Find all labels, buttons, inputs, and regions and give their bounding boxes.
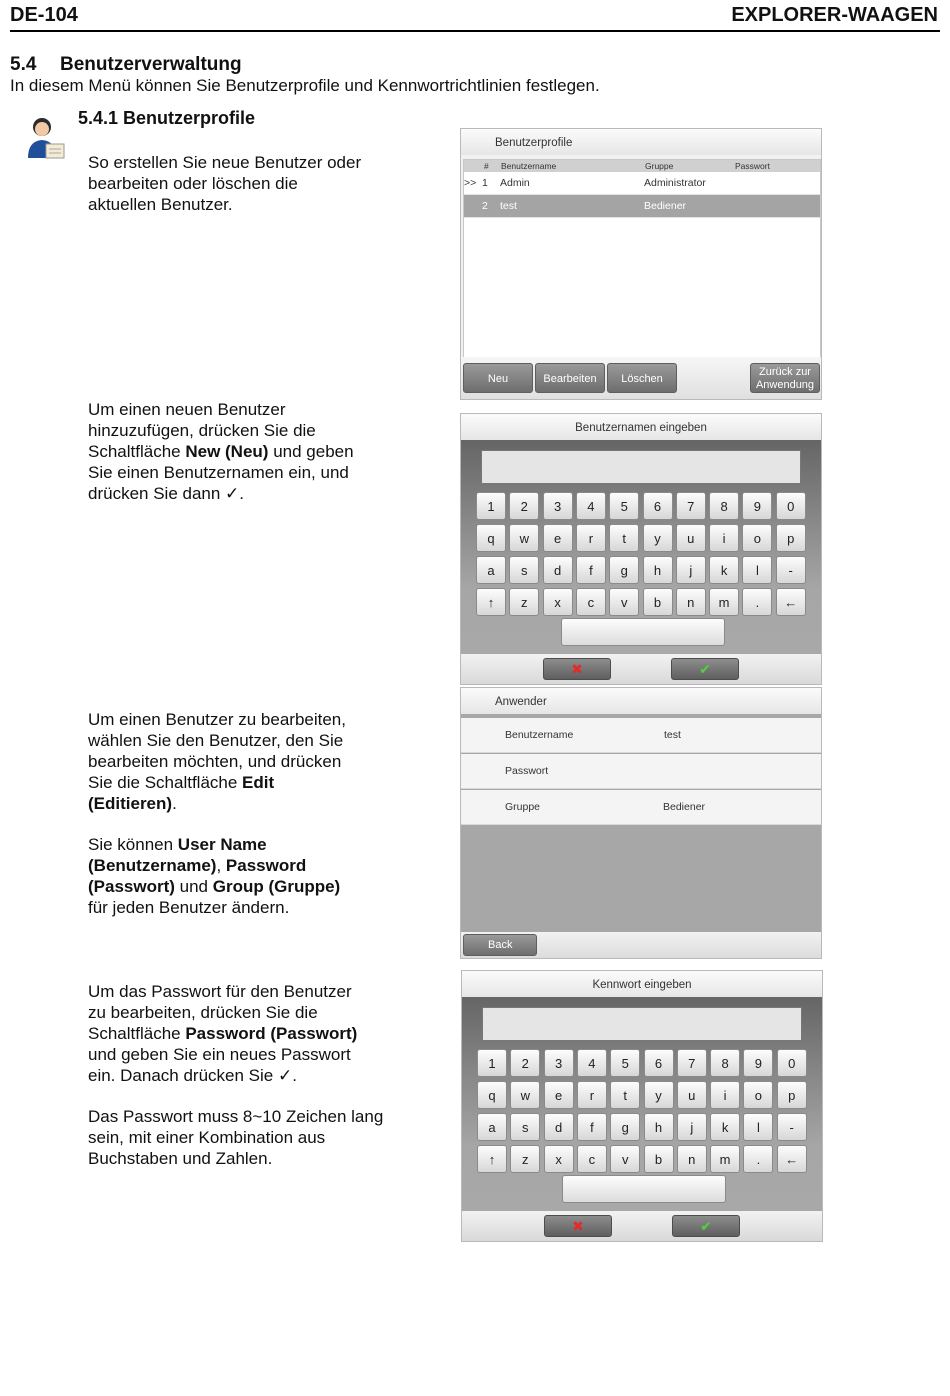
- key[interactable]: s: [509, 556, 539, 584]
- text-line: [88, 793, 346, 814]
- table-header: [464, 160, 820, 172]
- key[interactable]: i: [709, 524, 739, 552]
- key[interactable]: a: [477, 1113, 507, 1141]
- back-to-application-button[interactable]: [750, 363, 820, 393]
- key[interactable]: w: [510, 1081, 540, 1109]
- text-line: Sie einen Benutzernamen ein, und: [88, 463, 349, 482]
- key[interactable]: v: [610, 1145, 640, 1173]
- column-header: Benutzername: [501, 161, 557, 171]
- field-row-password[interactable]: [461, 754, 821, 789]
- back-button[interactable]: Back: [463, 934, 537, 956]
- key[interactable]: u: [677, 1081, 707, 1109]
- text-line: [88, 855, 340, 876]
- field-label: Gruppe: [505, 801, 541, 813]
- key[interactable]: i: [710, 1081, 740, 1109]
- paragraph-change-fields: [88, 834, 340, 918]
- key[interactable]: 8: [709, 492, 739, 520]
- text-line: sein, mit einer Kombination aus: [88, 1128, 326, 1147]
- key[interactable]: 1: [476, 492, 506, 520]
- section-intro: In diesem Menü können Sie Benutzerprofile und Kennwortrichtlinien festlegen.: [10, 76, 600, 95]
- row-group: Administrator: [644, 177, 706, 189]
- password-input[interactable]: [482, 1007, 802, 1041]
- key[interactable]: 0: [776, 492, 806, 520]
- row-number: 1: [482, 177, 488, 189]
- text-span: Schaltfläche: [88, 1024, 186, 1043]
- bold-term: Group (Gruppe): [212, 877, 341, 896]
- key[interactable]: z: [510, 1145, 540, 1173]
- text-line: [88, 876, 340, 897]
- key[interactable]: b: [643, 588, 673, 616]
- bold-term: (Passwort): [88, 877, 175, 896]
- text-line: drücken Sie dann ✓.: [88, 484, 245, 503]
- bold-term: (Editieren): [88, 794, 173, 813]
- key[interactable]: l: [743, 1113, 773, 1141]
- text-span: Sie die Schaltfläche: [88, 773, 243, 792]
- column-header: Gruppe: [645, 161, 674, 171]
- row-marker: >>: [464, 177, 477, 189]
- header-rule: [10, 30, 940, 32]
- key[interactable]: 6: [643, 492, 673, 520]
- key[interactable]: 0: [777, 1049, 807, 1077]
- key[interactable]: r: [577, 1081, 607, 1109]
- key[interactable]: 2: [510, 1049, 540, 1077]
- key[interactable]: k: [710, 1113, 740, 1141]
- key[interactable]: x: [544, 1145, 574, 1173]
- field-value: test: [664, 729, 681, 741]
- key[interactable]: z: [509, 588, 539, 616]
- key[interactable]: p: [777, 1081, 807, 1109]
- space-key[interactable]: [561, 618, 725, 646]
- key[interactable]: .: [742, 588, 772, 616]
- doc-header-right: EXPLORER-WAAGEN: [731, 4, 938, 26]
- key[interactable]: t: [609, 524, 639, 552]
- key[interactable]: 4: [577, 1049, 607, 1077]
- text-span: und: [174, 877, 213, 896]
- text-line: Buchstaben und Zahlen.: [88, 1149, 273, 1168]
- key[interactable]: c: [576, 588, 606, 616]
- text-span: .: [172, 794, 177, 813]
- row-username: test: [500, 200, 517, 212]
- key[interactable]: 3: [543, 492, 573, 520]
- key[interactable]: g: [610, 1113, 640, 1141]
- button-label-line: Zurück zur: [759, 366, 811, 378]
- field-label: Benutzername: [505, 729, 574, 741]
- text-line: zu bearbeiten, drücken Sie die: [88, 1003, 318, 1022]
- key[interactable]: 9: [742, 492, 772, 520]
- key[interactable]: k: [709, 556, 739, 584]
- screen-title: Benutzerprofile: [461, 129, 821, 155]
- screen-title: Anwender: [461, 688, 821, 714]
- key[interactable]: e: [543, 524, 573, 552]
- text-line: für jeden Benutzer ändern.: [88, 898, 290, 917]
- key[interactable]: p: [776, 524, 806, 552]
- key[interactable]: q: [476, 524, 506, 552]
- key[interactable]: 6: [644, 1049, 674, 1077]
- back-bar: [461, 932, 821, 958]
- key[interactable]: l: [742, 556, 772, 584]
- screen-title: Benutzernamen eingeben: [461, 414, 821, 440]
- key[interactable]: y: [644, 1081, 674, 1109]
- key[interactable]: 5: [610, 1049, 640, 1077]
- key[interactable]: d: [543, 556, 573, 584]
- key[interactable]: h: [644, 1113, 674, 1141]
- key[interactable]: q: [477, 1081, 507, 1109]
- cancel-button[interactable]: ✖: [544, 1215, 612, 1237]
- text-line: ein. Danach drücken Sie ✓.: [88, 1066, 297, 1085]
- delete-button[interactable]: Löschen: [607, 363, 677, 393]
- field-value: Bediener: [663, 801, 706, 813]
- user-profile-icon: [24, 114, 66, 164]
- row-group: Bediener: [644, 200, 687, 212]
- field-row-group[interactable]: [461, 790, 821, 825]
- text-span: Schaltfläche: [88, 442, 186, 461]
- column-header: Passwort: [735, 161, 770, 171]
- screen-user-details: [460, 687, 822, 959]
- key[interactable]: 2: [509, 492, 539, 520]
- key[interactable]: 4: [576, 492, 606, 520]
- key[interactable]: n: [676, 588, 706, 616]
- cancel-button[interactable]: ✖: [543, 658, 611, 680]
- key[interactable]: f: [577, 1113, 607, 1141]
- text-line: Das Passwort muss 8~10 Zeichen lang: [88, 1107, 384, 1126]
- key[interactable]: ←: [776, 588, 806, 616]
- confirm-button[interactable]: ✔: [671, 658, 739, 680]
- section-title: [10, 54, 242, 76]
- key[interactable]: g: [609, 556, 639, 584]
- key[interactable]: n: [677, 1145, 707, 1173]
- text-line: [88, 441, 354, 462]
- key[interactable]: c: [577, 1145, 607, 1173]
- bold-term: New (Neu): [185, 442, 269, 461]
- section-title-text: Benutzerverwaltung: [60, 54, 242, 75]
- bold-term: Edit: [242, 773, 275, 792]
- text-line: hinzuzufügen, drücken Sie die: [88, 421, 316, 440]
- bold-term: (Benutzername): [88, 856, 217, 875]
- key[interactable]: w: [509, 524, 539, 552]
- paragraph-edit-password: [88, 981, 357, 1086]
- text-line: bearbeiten oder löschen die: [88, 174, 298, 193]
- space-key[interactable]: [562, 1175, 726, 1203]
- key[interactable]: o: [743, 1081, 773, 1109]
- key[interactable]: r: [576, 524, 606, 552]
- key[interactable]: -: [776, 556, 806, 584]
- keyboard-action-bar: [461, 654, 821, 684]
- screen-user-profiles: [460, 128, 822, 400]
- text-line: und geben Sie ein neues Passwort: [88, 1045, 351, 1064]
- key[interactable]: 3: [544, 1049, 574, 1077]
- subsection-title: 5.4.1 Benutzerprofile: [78, 108, 256, 128]
- keyboard-action-bar: [462, 1211, 822, 1241]
- text-span: ,: [216, 856, 226, 875]
- text-line: [88, 1023, 357, 1044]
- key[interactable]: ↑: [476, 588, 506, 616]
- key[interactable]: .: [743, 1145, 773, 1173]
- text-span: und geben: [268, 442, 354, 461]
- row-username: Admin: [500, 177, 530, 189]
- screen-title: Kennwort eingeben: [462, 971, 822, 997]
- new-button[interactable]: Neu: [463, 363, 533, 393]
- key[interactable]: o: [742, 524, 772, 552]
- key[interactable]: a: [476, 556, 506, 584]
- doc-header-left: DE-104: [10, 4, 78, 26]
- key[interactable]: ←: [777, 1145, 807, 1173]
- key[interactable]: j: [676, 556, 706, 584]
- key[interactable]: 9: [743, 1049, 773, 1077]
- column-header: #: [484, 161, 489, 171]
- key[interactable]: y: [643, 524, 673, 552]
- key[interactable]: 7: [676, 492, 706, 520]
- table-row[interactable]: [464, 172, 820, 195]
- screen-enter-username: [460, 413, 822, 685]
- text-line: [88, 834, 340, 855]
- key[interactable]: e: [544, 1081, 574, 1109]
- key[interactable]: x: [543, 588, 573, 616]
- key[interactable]: ↑: [477, 1145, 507, 1173]
- edit-button[interactable]: Bearbeiten: [535, 363, 605, 393]
- field-row-username[interactable]: [461, 718, 821, 753]
- username-input[interactable]: [481, 450, 801, 484]
- key[interactable]: u: [676, 524, 706, 552]
- key[interactable]: 5: [609, 492, 639, 520]
- text-line: So erstellen Sie neue Benutzer oder: [88, 153, 362, 172]
- key[interactable]: 7: [677, 1049, 707, 1077]
- screen-enter-password: [461, 970, 823, 1242]
- key[interactable]: m: [709, 588, 739, 616]
- text-line: Um einen neuen Benutzer: [88, 400, 286, 419]
- key[interactable]: v: [609, 588, 639, 616]
- paragraph-intro: [88, 152, 361, 215]
- paragraph-password-rules: [88, 1106, 383, 1169]
- key[interactable]: -: [777, 1113, 807, 1141]
- key[interactable]: j: [677, 1113, 707, 1141]
- button-label-line: Anwendung: [755, 379, 815, 391]
- key[interactable]: s: [510, 1113, 540, 1141]
- confirm-button[interactable]: ✔: [672, 1215, 740, 1237]
- key[interactable]: 8: [710, 1049, 740, 1077]
- text-line: wählen Sie den Benutzer, den Sie: [88, 731, 344, 750]
- key[interactable]: f: [576, 556, 606, 584]
- row-number: 2: [482, 200, 488, 212]
- profiles-button-bar: [461, 357, 821, 399]
- key[interactable]: m: [710, 1145, 740, 1173]
- paragraph-new-user: [88, 399, 354, 504]
- key[interactable]: h: [643, 556, 673, 584]
- key[interactable]: 1: [477, 1049, 507, 1077]
- bold-term: Password: [225, 856, 307, 875]
- key[interactable]: d: [544, 1113, 574, 1141]
- key[interactable]: t: [610, 1081, 640, 1109]
- section-number: 5.4: [10, 54, 37, 75]
- field-label: Passwort: [505, 765, 549, 777]
- user-table: [463, 159, 821, 385]
- text-line: [88, 772, 346, 793]
- paragraph-edit-user: [88, 709, 346, 814]
- text-line: Um einen Benutzer zu bearbeiten,: [88, 710, 346, 729]
- text-line: aktuellen Benutzer.: [88, 195, 233, 214]
- text-line: Um das Passwort für den Benutzer: [88, 982, 352, 1001]
- bold-term: User Name: [177, 835, 267, 854]
- text-line: bearbeiten möchten, und drücken: [88, 752, 342, 771]
- bold-term: Password (Passwort): [185, 1024, 358, 1043]
- table-row-selected[interactable]: [464, 195, 820, 218]
- key[interactable]: b: [644, 1145, 674, 1173]
- text-span: Sie können: [88, 835, 178, 854]
